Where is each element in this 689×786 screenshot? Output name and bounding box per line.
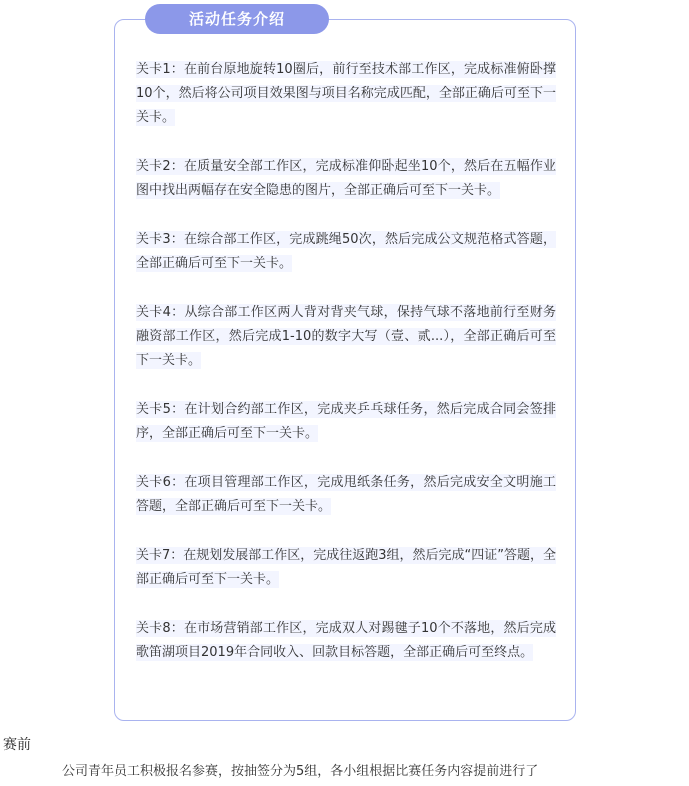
task-text: 关卡6：在项目管理部工作区，完成甩纸条任务，然后完成安全文明施工答题，全部正确后可至下一关卡。 bbox=[136, 475, 556, 514]
task-item-3 bbox=[136, 228, 556, 276]
task-list bbox=[136, 58, 556, 690]
task-item-4 bbox=[136, 301, 556, 373]
task-text: 关卡8：在市场营销部工作区，完成双人对踢毽子10个不落地，然后完成歌笛湖项目2019年合同收入、回款目标答题，全部正确后可至终点。 bbox=[136, 621, 556, 660]
task-text: 关卡5：在计划合约部工作区，完成夹乒乓球任务，然后完成合同会签排序，全部正确后可至下一关卡。 bbox=[136, 402, 556, 441]
task-item-7 bbox=[136, 544, 556, 592]
task-item-1 bbox=[136, 58, 556, 130]
task-item-2 bbox=[136, 155, 556, 203]
task-item-5 bbox=[136, 398, 556, 446]
section-heading: 赛前 bbox=[3, 737, 31, 753]
task-text: 关卡3：在综合部工作区，完成跳绳50次，然后完成公文规范格式答题，全部正确后可至下一关卡。 bbox=[136, 232, 556, 271]
task-text: 关卡2：在质量安全部工作区，完成标准仰卧起坐10个，然后在五幅作业图中找出两幅存在安全隐患的图片，全部正确后可至下一关卡。 bbox=[136, 159, 556, 198]
task-item-6 bbox=[136, 471, 556, 519]
task-text: 关卡4：从综合部工作区两人背对背夹气球，保持气球不落地前行至财务融资部工作区，然后完成1-10的数字大写（壹、贰...），全部正确后可至下一关卡。 bbox=[136, 305, 556, 368]
task-text: 关卡7：在规划发展部工作区，完成往返跑3组，然后完成“四证”答题，全部正确后可至下一关卡。 bbox=[136, 548, 557, 587]
section-paragraph: 公司青年员工积极报名参赛，按抽签分为5组，各小组根据比赛任务内容提前进行了 bbox=[62, 764, 539, 779]
card-title: 活动任务介绍 bbox=[145, 4, 329, 34]
task-item-8 bbox=[136, 617, 556, 665]
task-text: 关卡1：在前台原地旋转10圈后，前行至技术部工作区，完成标准俯卧撑10个，然后将公司项目效果图与项目名称完成匹配，全部正确后可至下一关卡。 bbox=[136, 62, 556, 125]
